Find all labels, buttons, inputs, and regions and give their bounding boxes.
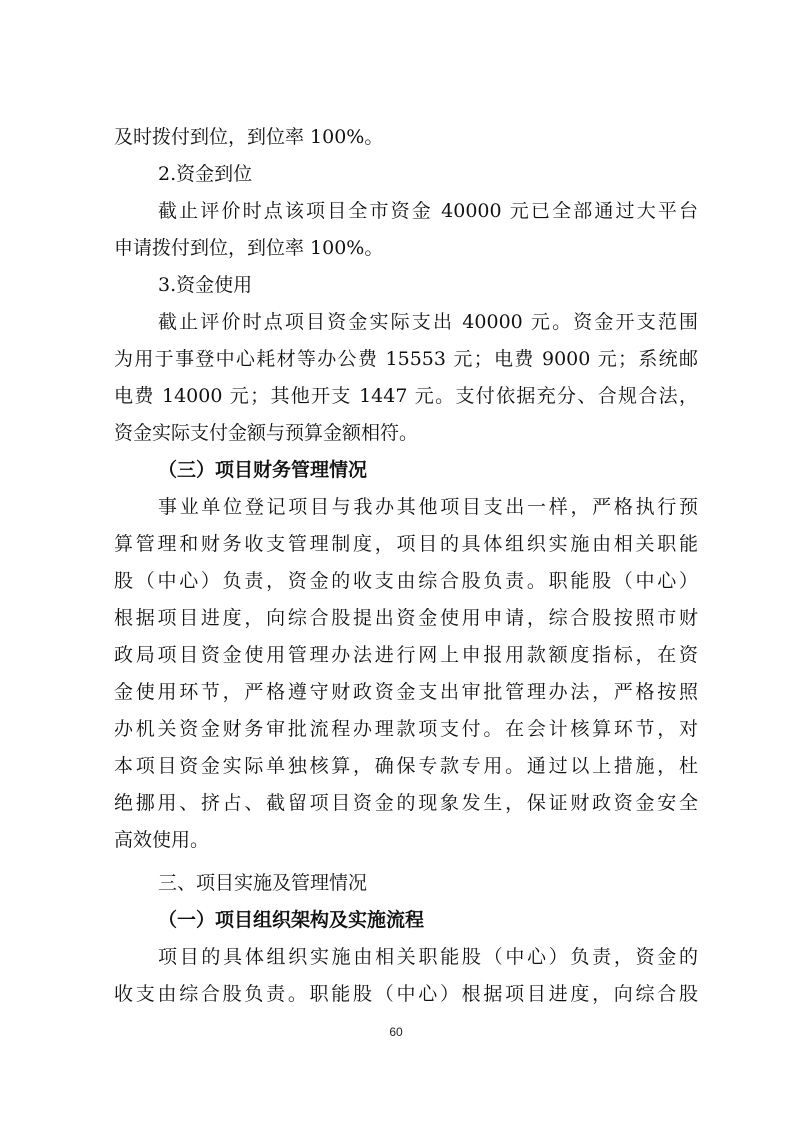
text-line: 及时拨付到位，到位率 100%。 <box>114 126 384 148</box>
text-line: 绝挪用、挤占、截留项目资金的现象发生，保证财政资金安全 <box>114 792 698 814</box>
text-line: 截止评价时点项目资金实际支出 40000 元。资金开支范围 <box>158 311 698 333</box>
text-line: 算管理和财务收支管理制度，项目的具体组织实施由相关职能 <box>114 533 698 555</box>
subheading: 2.资金到位 <box>158 163 253 185</box>
section-heading: （三）项目财务管理情况 <box>158 459 368 481</box>
text-line: 项目的具体组织实施由相关职能股（中心）负责，资金的 <box>158 946 698 968</box>
text-line: 收支由综合股负责。职能股（中心）根据项目进度，向综合股 <box>114 983 698 1005</box>
text-line: 办机关资金财务审批流程办理款项支付。在会计核算环节，对 <box>114 718 698 740</box>
text-line: 资金实际支付金额与预算金额相符。 <box>114 422 419 444</box>
text-line: 截止评价时点该项目全市资金 40000 元已全部通过大平台 <box>158 200 698 222</box>
text-line: 政局项目资金使用管理办法进行网上申报用款额度指标，在资 <box>114 644 698 666</box>
text-line: 股（中心）负责，资金的收支由综合股负责。职能股（中心） <box>114 570 698 592</box>
text-line: 根据项目进度，向综合股提出资金使用申请，综合股按照市财 <box>114 607 698 629</box>
chapter-heading: 三、项目实施及管理情况 <box>158 872 368 894</box>
text-line: 申请拨付到位，到位率 100%。 <box>114 237 384 259</box>
text-line: 本项目资金实际单独核算，确保专款专用。通过以上措施，杜 <box>114 755 698 777</box>
text-line: 为用于事登中心耗材等办公费 15553 元；电费 9000 元；系统邮 <box>114 348 698 370</box>
section-heading: （一）项目组织架构及实施流程 <box>158 909 425 931</box>
page-number: 60 <box>389 1025 403 1039</box>
subheading: 3.资金使用 <box>158 274 253 296</box>
text-line: 事业单位登记项目与我办其他项目支出一样，严格执行预 <box>158 496 698 518</box>
text-line: 电费 14000 元；其他开支 1447 元。支付依据充分、合规合法， <box>114 385 698 407</box>
text-line: 金使用环节，严格遵守财政资金支出审批管理办法，严格按照 <box>114 681 698 703</box>
text-line: 高效使用。 <box>114 829 210 851</box>
